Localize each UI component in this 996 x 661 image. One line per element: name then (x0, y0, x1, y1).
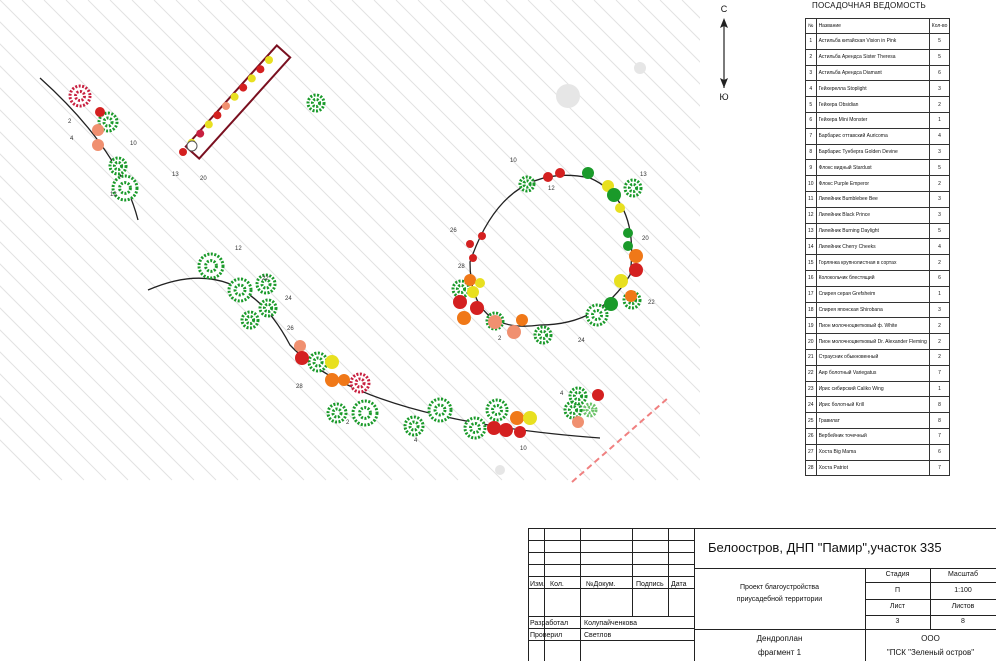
perennial-symbol (265, 56, 273, 64)
stage-label: Стадия (885, 571, 910, 578)
planting-cell-name: Спирея серая Grefsheim (816, 286, 929, 302)
planting-cell-qty: 2 (929, 176, 950, 192)
col-header-change: Изм. (530, 581, 545, 588)
planting-row (806, 49, 950, 65)
planting-cell-qty: 2 (929, 255, 950, 271)
shrub-symbol-inner (120, 183, 131, 194)
planting-cell-num: 22 (806, 365, 817, 381)
shrub-symbol-inner (539, 331, 546, 338)
perennial-symbol (604, 297, 618, 311)
planting-cell-num: 23 (806, 381, 817, 397)
north-arrow-icon (718, 18, 730, 88)
planting-cell-num: 5 (806, 97, 817, 113)
planting-cell-name: Гравилат (816, 413, 929, 429)
perennial-symbol (629, 263, 643, 277)
plant-number-label: 13 (172, 172, 179, 178)
planting-row (806, 318, 950, 334)
perennial-symbol (582, 167, 594, 179)
planting-row (806, 128, 950, 144)
planting-cell-num: 4 (806, 81, 817, 97)
planting-cell-num: 3 (806, 65, 817, 81)
planting-sheet-title: ПОСАДОЧНАЯ ВЕДОМОСТЬ (812, 1, 926, 10)
plant-number-label: 10 (510, 158, 517, 164)
perennial-symbol (514, 426, 526, 438)
perennial-symbol (256, 65, 264, 73)
plant-number-label: 24 (285, 296, 292, 302)
plant-number-label: 10 (130, 141, 137, 147)
planting-row (806, 81, 950, 97)
planting-row (806, 302, 950, 318)
planting-cell-num: 7 (806, 128, 817, 144)
perennial-symbol (499, 423, 513, 437)
planting-row (806, 239, 950, 255)
shrub-symbol-inner (356, 379, 364, 387)
header-num: № (806, 19, 817, 34)
shrub-symbol-inner (312, 99, 319, 106)
shrub-symbol-inner (235, 285, 245, 295)
planting-cell-num: 21 (806, 349, 817, 365)
shrub-symbol-inner (457, 285, 464, 292)
compass (712, 4, 736, 104)
developed-label: Разработал (530, 620, 569, 627)
planting-row (806, 286, 950, 302)
planting-cell-name: Гейхера Obsidian (816, 97, 929, 113)
perennial-symbol (607, 188, 621, 202)
planting-cell-name: Флокс Purple Emperor (816, 176, 929, 192)
planting-cell-name: Флокс видный Stardust (816, 160, 929, 176)
col-header-qty: Кол. (550, 581, 564, 588)
planting-row (806, 207, 950, 223)
planting-cell-name: Астильба китайская Vision in Pink (816, 34, 929, 50)
col-header-doc: №Докум. (586, 581, 616, 588)
perennial-symbol (457, 311, 471, 325)
shrub-symbol-inner (493, 406, 502, 415)
scale-value: 1:100 (954, 587, 972, 594)
perennial-symbol (92, 139, 104, 151)
shrub-symbol-inner (410, 422, 418, 430)
shrub-symbol-inner (206, 261, 217, 272)
shrub-symbol-inner (593, 311, 602, 320)
planting-cell-qty: 7 (929, 365, 950, 381)
planting-cell-num: 24 (806, 397, 817, 413)
stage-value: П (894, 587, 901, 594)
planting-table-header (806, 19, 950, 34)
plant-number-label: 2 (68, 119, 72, 125)
perennial-symbol (466, 240, 474, 248)
perennial-symbol (475, 278, 485, 288)
org-line2: "ПСК "Зеленый остров" (886, 648, 975, 657)
planting-cell-name: Пион молочноцветковый Dr. Alexander Fleming (816, 334, 929, 350)
checked-label: Проверил (530, 632, 563, 639)
planting-cell-num: 27 (806, 444, 817, 460)
perennial-symbol (467, 286, 479, 298)
planting-row (806, 460, 950, 476)
planting-cell-qty: 5 (929, 160, 950, 176)
plant-number-label: 4 (560, 391, 564, 397)
perennial-symbol (629, 249, 643, 263)
planting-cell-qty: 7 (929, 460, 950, 476)
planting-cell-name: Лилейник Black Prince (816, 207, 929, 223)
planting-cell-qty: 2 (929, 97, 950, 113)
planting-row (806, 381, 950, 397)
planting-cell-num: 11 (806, 191, 817, 207)
planting-cell-qty: 2 (929, 349, 950, 365)
checked-by: Светлов (584, 632, 612, 639)
planting-row (806, 365, 950, 381)
perennial-symbol (196, 130, 204, 138)
header-name: Название (816, 19, 929, 34)
planting-cell-qty: 5 (929, 223, 950, 239)
perennial-symbol (95, 107, 105, 117)
shrub-symbol-inner (587, 407, 592, 412)
drawing-line1: Дендроплан (756, 634, 803, 643)
perennial-symbol (615, 203, 625, 213)
perennial-symbol (543, 172, 553, 182)
compass-north-label: С (720, 4, 728, 14)
planting-cell-name: Барбарис оттавский Auricoma (816, 128, 929, 144)
planting-cell-qty: 6 (929, 270, 950, 286)
perennial-symbol (487, 421, 501, 435)
planting-row (806, 112, 950, 128)
planting-cell-name: Ирис сибирский Caliko Wing (816, 381, 929, 397)
planting-cell-qty: 2 (929, 334, 950, 350)
planting-cell-num: 28 (806, 460, 817, 476)
planting-cell-qty: 8 (929, 413, 950, 429)
planting-row (806, 65, 950, 81)
planting-cell-name: Астильба Арендса Sister Theresa (816, 49, 929, 65)
planting-row (806, 191, 950, 207)
planting-cell-name: Барбарис Тунберга Golden Devine (816, 144, 929, 160)
planting-cell-num: 25 (806, 413, 817, 429)
perennial-symbol (92, 124, 104, 136)
plant-number-label: 12 (110, 192, 117, 198)
perennial-symbol (338, 374, 350, 386)
plant-number-label: 4 (70, 136, 74, 142)
planting-row (806, 255, 950, 271)
planting-cell-num: 17 (806, 286, 817, 302)
perennial-symbol (516, 314, 528, 326)
planting-cell-num: 18 (806, 302, 817, 318)
planting-cell-name: Горлянка крупнолистная в сортах (816, 255, 929, 271)
shrub-symbol-inner (314, 358, 322, 366)
perennial-symbol (510, 411, 524, 425)
plant-number-label: 28 (296, 384, 303, 390)
planting-cell-name: Хоста Patriot (816, 460, 929, 476)
plant-number-label: 13 (640, 172, 647, 178)
planting-cell-num: 1 (806, 34, 817, 50)
perennial-symbol (488, 315, 502, 329)
perennial-symbol (592, 389, 604, 401)
planting-cell-qty: 1 (929, 381, 950, 397)
planting-cell-name: Аир болотный Variegatus (816, 365, 929, 381)
plant-number-label: 2 (346, 420, 350, 426)
shrub-symbol-inner (264, 304, 271, 311)
plant-number-label: 2 (498, 336, 502, 342)
planting-row (806, 349, 950, 365)
planting-row (806, 428, 950, 444)
planting-cell-qty: 2 (929, 318, 950, 334)
shrub-symbol-inner (246, 316, 253, 323)
planting-row (806, 34, 950, 50)
planting-cell-qty: 5 (929, 49, 950, 65)
compass-south-label: Ю (719, 92, 729, 102)
planting-cell-num: 2 (806, 49, 817, 65)
planting-cell-num: 9 (806, 160, 817, 176)
planting-cell-qty: 4 (929, 239, 950, 255)
planting-row (806, 397, 950, 413)
plant-number-label: 26 (287, 326, 294, 332)
header-qty: Кол-во (929, 19, 950, 34)
planting-cell-num: 20 (806, 334, 817, 350)
perennial-symbol (555, 168, 565, 178)
planting-row (806, 97, 950, 113)
planting-row (806, 223, 950, 239)
planting-row (806, 270, 950, 286)
sheets-value: 8 (961, 618, 965, 625)
plant-number-label: 22 (648, 300, 655, 306)
perennial-symbol (469, 254, 477, 262)
shrub-symbol-inner (471, 424, 480, 433)
perennial-symbol (248, 74, 256, 82)
shrub-symbol-inner (574, 392, 581, 399)
scale-label: Масштаб (948, 571, 978, 578)
planting-cell-name: Вербейник точечный (816, 428, 929, 444)
perennial-symbol (325, 373, 339, 387)
col-header-date: Дата (671, 581, 687, 588)
shrub-symbol-inner (114, 162, 121, 169)
perennial-symbol (625, 290, 637, 302)
planter-empty-symbol (187, 141, 197, 151)
planting-cell-num: 16 (806, 270, 817, 286)
planting-cell-qty: 3 (929, 207, 950, 223)
perennial-symbol (453, 295, 467, 309)
planting-cell-name: Страусник обыкновенный (816, 349, 929, 365)
title-block (528, 528, 996, 661)
sheets-label: Листов (951, 603, 975, 610)
planting-cell-name: Лилейник Burning Daylight (816, 223, 929, 239)
planting-row (806, 334, 950, 350)
planting-cell-name: Лилейник Bumblebee Bee (816, 191, 929, 207)
perennial-symbol (623, 228, 633, 238)
planting-cell-name: Хоста Big Mama (816, 444, 929, 460)
planting-cell-qty: 5 (929, 34, 950, 50)
shrub-symbol-inner (569, 406, 576, 413)
planting-cell-num: 19 (806, 318, 817, 334)
perennial-symbol (572, 416, 584, 428)
perennial-symbol (295, 351, 309, 365)
perennial-symbol (623, 241, 633, 251)
plant-number-label: 20 (642, 236, 649, 242)
planting-cell-qty: 3 (929, 81, 950, 97)
perennial-symbol (179, 148, 187, 156)
plant-number-label: 12 (548, 186, 555, 192)
plant-number-label: 12 (235, 246, 242, 252)
plant-number-label: 28 (458, 264, 465, 270)
perennial-symbol (239, 84, 247, 92)
planting-cell-qty: 6 (929, 444, 950, 460)
shrub-symbol-inner (435, 405, 445, 415)
perennial-symbol (470, 301, 484, 315)
shrub-symbol-inner (104, 118, 112, 126)
planting-row (806, 160, 950, 176)
planting-cell-name: Пион молочноцветковый ф. White (816, 318, 929, 334)
project-desc-line1: Проект благоустройства (740, 584, 819, 591)
developed-by: Колупайченкова (584, 620, 637, 627)
plant-number-label: 26 (450, 228, 457, 234)
shrub-symbol-inner (629, 184, 636, 191)
perennial-symbol (325, 355, 339, 369)
planting-cell-num: 8 (806, 144, 817, 160)
planting-cell-name: Ирис болотный Krill (816, 397, 929, 413)
planting-cell-name: Спирея японская Shirobana (816, 302, 929, 318)
planting-row (806, 144, 950, 160)
shrub-symbol-inner (333, 409, 341, 417)
drawing-line2: фрагмент 1 (757, 648, 802, 657)
planting-cell-num: 15 (806, 255, 817, 271)
perennial-symbol (464, 274, 476, 286)
plant-number-label: 4 (414, 438, 418, 444)
planting-table (805, 18, 950, 476)
planting-cell-qty: 3 (929, 191, 950, 207)
planting-cell-num: 26 (806, 428, 817, 444)
planting-cell-qty: 6 (929, 65, 950, 81)
plant-number-label: 22 (262, 276, 269, 282)
planting-cell-qty: 8 (929, 397, 950, 413)
org-line1: ООО (921, 634, 940, 643)
planting-cell-name: Колокольчик блестящий (816, 270, 929, 286)
planting-cell-qty: 4 (929, 128, 950, 144)
perennial-symbol (523, 411, 537, 425)
planting-cell-name: Астильба Арендса Diamant (816, 65, 929, 81)
planting-cell-num: 10 (806, 176, 817, 192)
project-title: Белоостров, ДНП "Памир",участок 335 (708, 540, 942, 555)
perennial-symbol (294, 340, 306, 352)
planting-cell-name: Лилейник Cherry Cheeks (816, 239, 929, 255)
perennial-symbol (222, 102, 230, 110)
planting-cell-qty: 3 (929, 144, 950, 160)
project-desc-line2: приусадебной территории (736, 596, 823, 603)
planting-row (806, 413, 950, 429)
planting-cell-num: 6 (806, 112, 817, 128)
plant-number-label: 10 (520, 446, 527, 452)
planting-cell-num: 12 (806, 207, 817, 223)
planting-cell-qty: 1 (929, 112, 950, 128)
perennial-symbol (478, 232, 486, 240)
shrub-symbol-inner (360, 408, 371, 419)
planting-cell-qty: 7 (929, 428, 950, 444)
planting-cell-qty: 3 (929, 302, 950, 318)
planting-row (806, 176, 950, 192)
shrub-symbol-inner (76, 92, 85, 101)
planting-sheet (800, 0, 996, 500)
planting-cell-qty: 1 (929, 286, 950, 302)
planting-cell-name: Гейхерелла Stoplight (816, 81, 929, 97)
planting-cell-name: Гейхера Mini Monster (816, 112, 929, 128)
sheet-value: 3 (895, 618, 900, 625)
perennial-symbol (507, 325, 521, 339)
perennial-symbol (614, 274, 628, 288)
sheet-label: Лист (889, 603, 906, 610)
col-header-sign: Подпись (636, 581, 664, 588)
shrub-symbol-inner (524, 181, 530, 187)
plant-number-label: 20 (200, 176, 207, 182)
perennial-symbol (205, 120, 213, 128)
plant-number-label: 24 (578, 338, 585, 344)
perennial-symbol (231, 93, 239, 101)
planting-row (806, 444, 950, 460)
planting-cell-num: 13 (806, 223, 817, 239)
perennial-symbol (213, 111, 221, 119)
planting-cell-num: 14 (806, 239, 817, 255)
